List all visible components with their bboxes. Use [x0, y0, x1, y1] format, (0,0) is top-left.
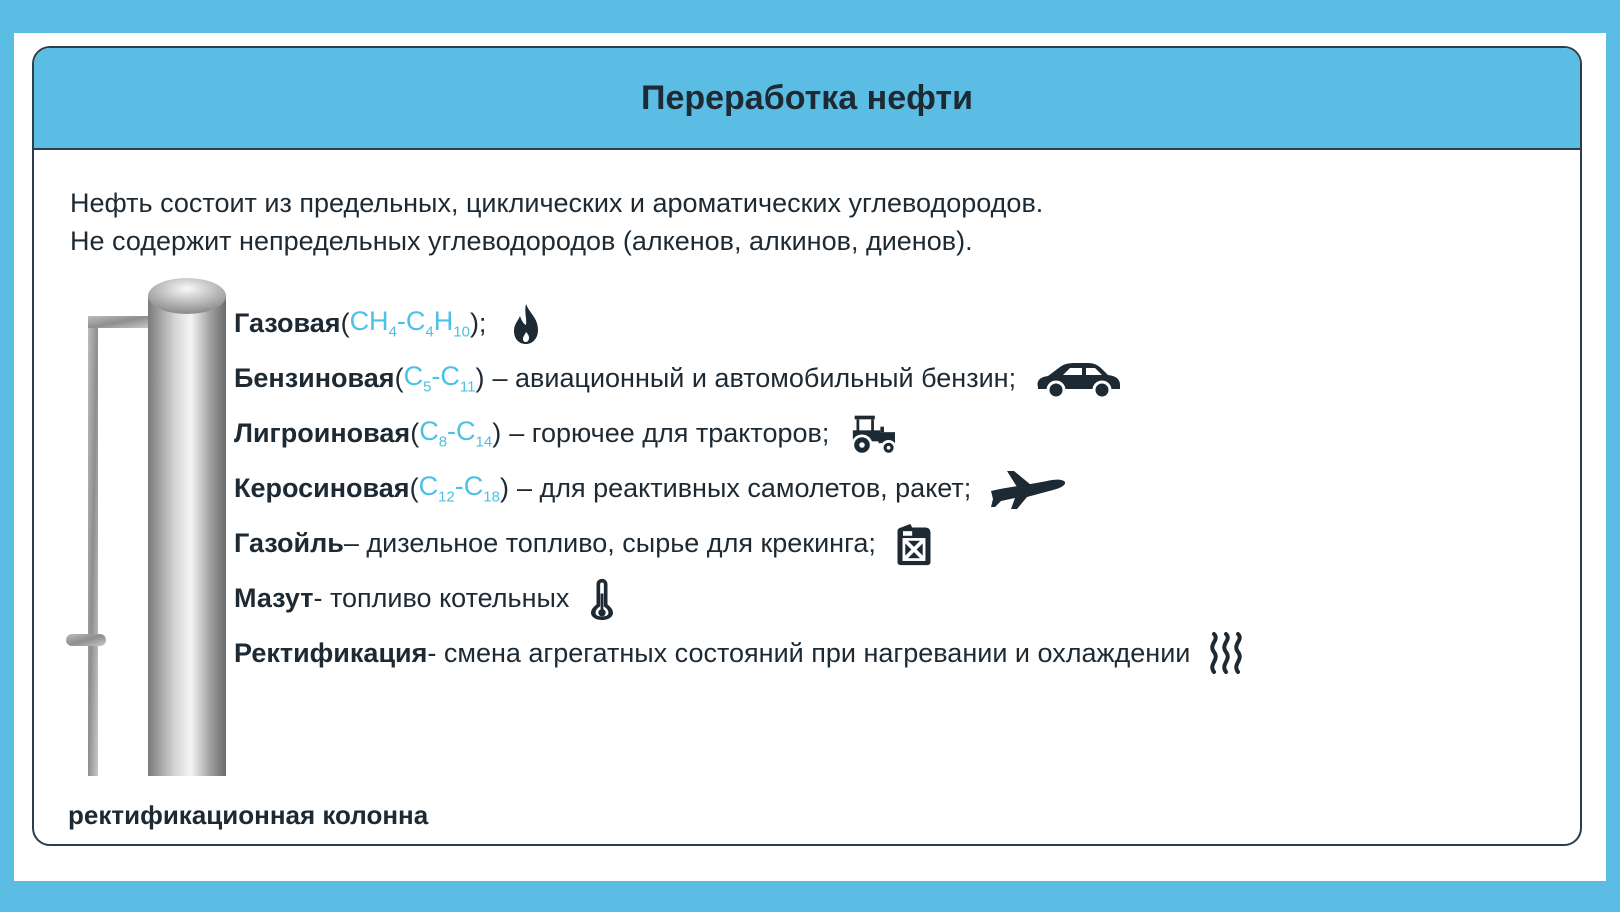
flame-icon — [502, 302, 550, 346]
intro-line-2: Не содержит непредельных углеводородов (алкенов, алкинов, диенов). — [70, 226, 973, 256]
formula-open: ( — [410, 418, 420, 448]
formula-dash: - — [396, 306, 406, 337]
fraction-name: Газойль — [234, 528, 344, 558]
formula-sub: 11 — [459, 378, 476, 396]
formula-part: C — [419, 416, 439, 447]
info-card — [32, 46, 1582, 846]
fraction-formula — [350, 306, 470, 340]
formula-close: ) — [499, 473, 509, 503]
formula-part: C — [403, 361, 424, 392]
fractions-list — [234, 296, 1246, 681]
formula-sub: 18 — [483, 488, 500, 506]
fraction-description: - топливо котельных — [313, 583, 570, 613]
fraction-name: Бензиновая — [234, 363, 395, 393]
formula-part: C — [418, 471, 439, 502]
formula-sub: 10 — [453, 323, 470, 341]
column-caption: ректификационная колонна — [68, 800, 429, 830]
fraction-gasoil — [234, 516, 1246, 571]
formula-dash: - — [447, 416, 457, 447]
fraction-formula — [419, 471, 500, 505]
fraction-name: Ректификация — [234, 638, 428, 668]
fraction-description: – дизельное топливо, сырье для крекинга; — [343, 528, 876, 558]
distillation-column-illustration — [66, 274, 226, 794]
fraction-kerosene — [234, 461, 1246, 516]
fuel-canister-icon — [892, 522, 936, 566]
thermometer-icon — [585, 577, 619, 621]
tractor-icon — [845, 412, 901, 456]
formula-part: H — [433, 306, 454, 337]
intro-text — [70, 184, 1043, 260]
fraction-name: Лигроиновая — [234, 418, 411, 448]
heat-waves-icon — [1206, 632, 1246, 676]
formula-part: CH — [349, 306, 389, 337]
fraction-formula — [404, 361, 476, 395]
formula-sub: 14 — [475, 433, 493, 451]
formula-part: C — [440, 361, 460, 392]
intro-line-1: Нефть состоит из предельных, циклических и ароматических углеводородов. — [70, 188, 1044, 218]
formula-part: C — [463, 471, 484, 502]
formula-open: ( — [340, 308, 350, 338]
fraction-fuel-oil — [234, 571, 1246, 626]
fraction-ligroin — [234, 406, 1246, 461]
fraction-description: – авиационный и автомобильный бензин; — [492, 363, 1017, 393]
formula-dash: - — [454, 471, 464, 502]
fraction-name: Газовая — [234, 308, 341, 338]
fraction-gasoline — [234, 351, 1246, 406]
fraction-description: – горючее для тракторов; — [509, 418, 830, 448]
formula-part: C — [456, 416, 476, 447]
formula-sub: 8 — [438, 433, 448, 451]
formula-open: ( — [409, 473, 419, 503]
formula-close: ) — [492, 418, 502, 448]
fraction-name: Мазут — [234, 583, 314, 613]
formula-close: ); — [469, 308, 487, 338]
formula-sub: 4 — [388, 323, 397, 341]
fraction-formula — [419, 416, 492, 450]
formula-sub: 4 — [425, 323, 434, 341]
formula-sub: 5 — [423, 378, 432, 396]
formula-sub: 12 — [438, 488, 455, 506]
formula-dash: - — [431, 361, 441, 392]
fraction-gas — [234, 296, 1246, 351]
fraction-description: – для реактивных самолетов, ракет; — [516, 473, 972, 503]
card-title: Переработка нефти — [641, 78, 973, 117]
fraction-rectification — [234, 626, 1246, 681]
formula-close: ) — [475, 363, 485, 393]
formula-open: ( — [394, 363, 404, 393]
fraction-name: Керосиновая — [234, 473, 410, 503]
fraction-description: - смена агрегатных состояний при нагревании и охлаждении — [427, 638, 1191, 668]
card-header — [34, 48, 1580, 150]
airplane-icon — [987, 467, 1067, 511]
formula-part: C — [405, 306, 426, 337]
car-icon — [1032, 357, 1122, 401]
distillation-column-icon — [66, 274, 226, 794]
